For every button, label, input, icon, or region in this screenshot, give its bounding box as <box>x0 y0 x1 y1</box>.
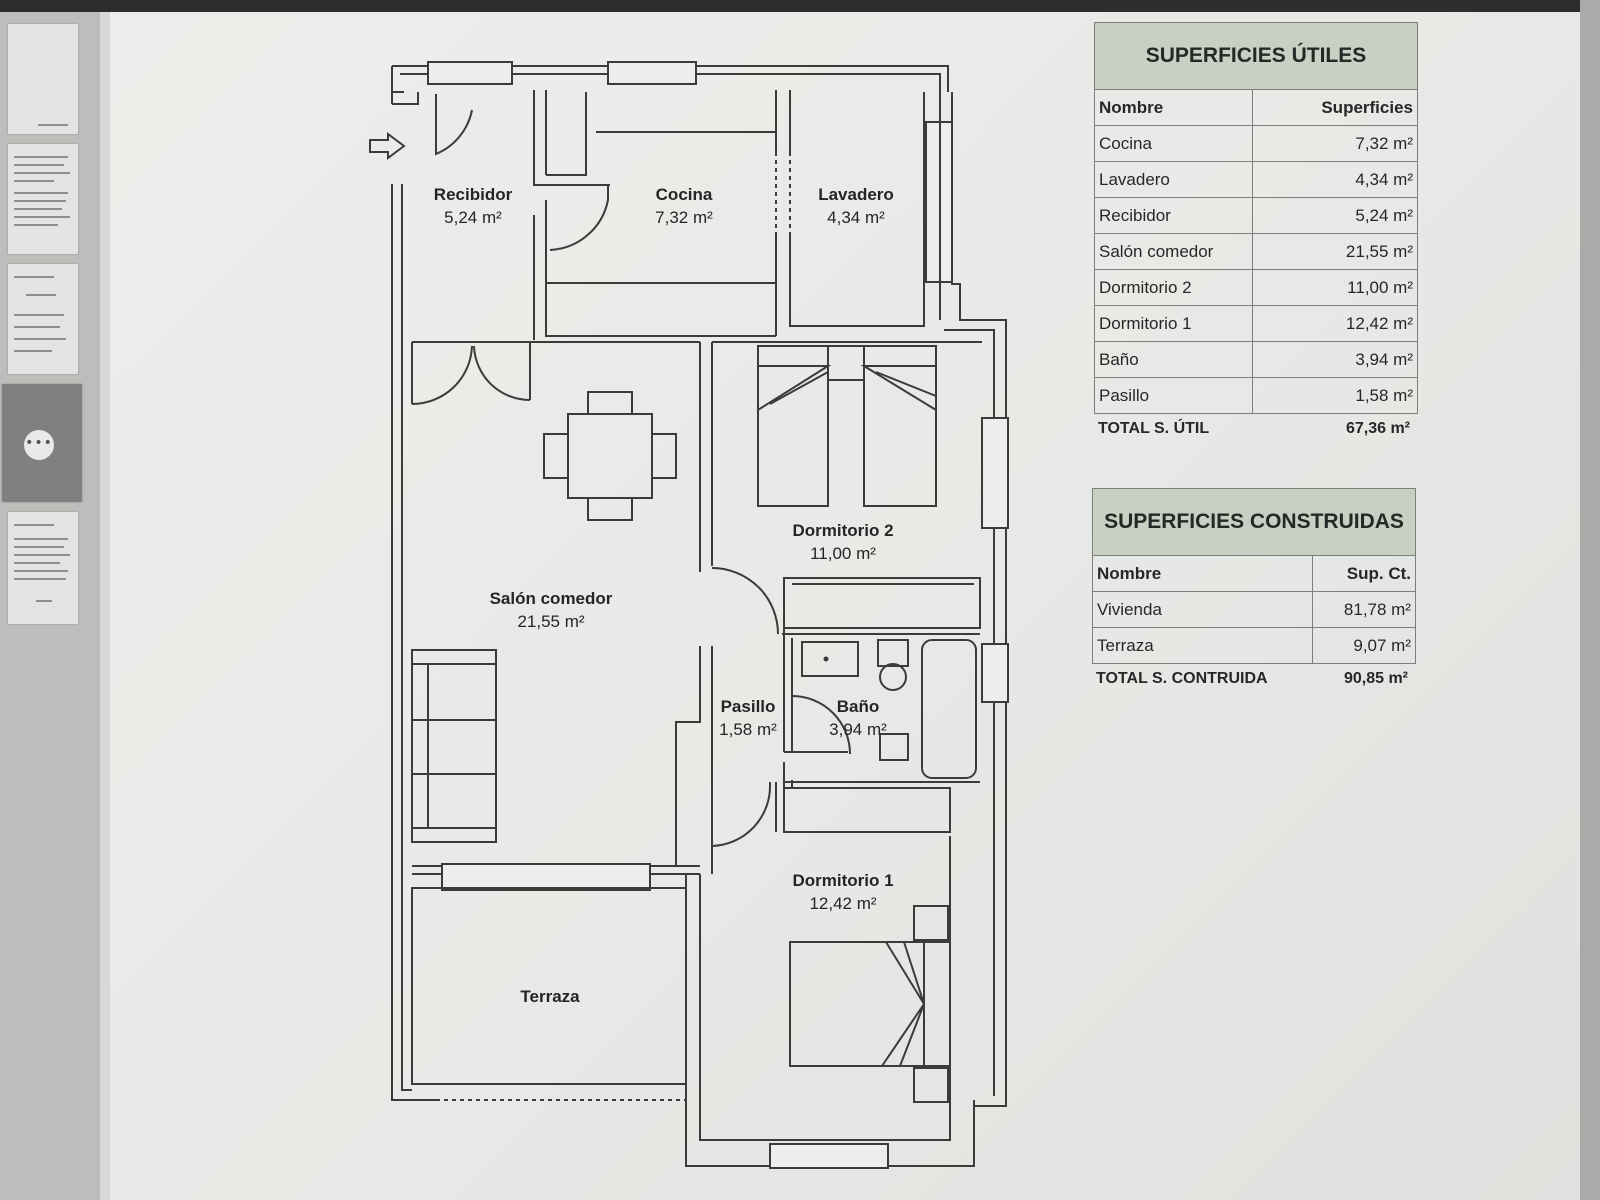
wall-recibidor-cocina <box>534 90 610 185</box>
nightstand <box>828 346 864 380</box>
toilet-bowl <box>880 664 906 690</box>
room-area-dormitorio2: 11,00 m² <box>810 544 876 563</box>
more-options-button[interactable]: ••• <box>24 430 54 460</box>
door-salon <box>412 346 530 404</box>
room-name-recibidor: Recibidor <box>433 185 513 204</box>
row-name: Recibidor <box>1095 198 1253 233</box>
column-header-value: Superficies <box>1321 98 1413 117</box>
table-total-row <box>1094 414 1418 438</box>
total-value: 67,36 m² <box>1345 420 1410 437</box>
terraza-outline <box>412 888 686 1084</box>
table-row <box>1094 378 1418 414</box>
table-row <box>1094 198 1418 234</box>
row-name: Vivienda <box>1093 592 1313 627</box>
row-value: 5,24 m² <box>1355 206 1413 225</box>
dining-table <box>568 414 652 498</box>
row-value: 11,00 m² <box>1347 278 1413 297</box>
entrance-arrow-icon <box>370 134 404 158</box>
row-name: Baño <box>1095 342 1253 377</box>
row-name: Dormitorio 1 <box>1095 306 1253 341</box>
room-area-bano: 3,94 m² <box>829 720 887 739</box>
total-label: TOTAL S. CONTRUIDA <box>1096 670 1268 687</box>
bed-dormitorio1 <box>790 942 950 1066</box>
entry-door <box>436 94 472 154</box>
room-area-dormitorio1: 12,42 m² <box>809 894 877 913</box>
table-title: SUPERFICIES CONSTRUIDAS <box>1092 488 1416 556</box>
table-row <box>1092 628 1416 664</box>
window-top-2 <box>608 62 696 84</box>
row-name: Dormitorio 2 <box>1095 270 1253 305</box>
table-row <box>1094 342 1418 378</box>
row-name: Salón comedor <box>1095 234 1253 269</box>
sink <box>802 642 858 676</box>
room-name-salon: Salón comedor <box>489 589 613 608</box>
room-area-cocina: 7,32 m² <box>655 208 713 227</box>
row-value: 12,42 m² <box>1345 314 1413 333</box>
table-row <box>1094 306 1418 342</box>
table-row <box>1094 162 1418 198</box>
total-label: TOTAL S. ÚTIL <box>1098 420 1210 437</box>
column-header-name: Nombre <box>1095 90 1253 125</box>
window-bano <box>982 644 1008 702</box>
row-value: 4,34 m² <box>1355 170 1413 189</box>
opening-lavadero <box>776 152 790 232</box>
wardrobe-dormitorio2 <box>784 578 980 628</box>
row-value: 21,55 m² <box>1345 242 1413 261</box>
total-value: 90,85 m² <box>1343 670 1408 687</box>
row-value: 9,07 m² <box>1353 636 1411 655</box>
wardrobe-dormitorio1 <box>784 788 950 832</box>
column-header-name: Nombre <box>1093 556 1313 591</box>
sofa <box>412 650 496 842</box>
room-name-dormitorio1: Dormitorio 1 <box>792 871 894 890</box>
row-value: 1,58 m² <box>1355 386 1413 405</box>
room-area-lavadero: 4,34 m² <box>827 208 885 227</box>
table-superficies-utiles <box>1094 22 1418 438</box>
room-name-lavadero: Lavadero <box>818 185 894 204</box>
table-title: SUPERFICIES ÚTILES <box>1094 22 1418 90</box>
bed-left <box>758 346 828 506</box>
room-area-salon: 21,55 m² <box>517 612 585 631</box>
room-area-recibidor: 5,24 m² <box>444 208 502 227</box>
room-name-terraza: Terraza <box>520 987 580 1006</box>
room-name-bano: Baño <box>836 697 880 716</box>
room-name-pasillo: Pasillo <box>720 697 776 716</box>
row-name: Cocina <box>1095 126 1253 161</box>
row-value: 3,94 m² <box>1355 350 1413 369</box>
table-row <box>1094 126 1418 162</box>
door-cocina <box>550 185 608 250</box>
table-superficies-construidas <box>1092 488 1416 688</box>
wall-salon-right <box>676 342 712 866</box>
window-dormitorio1 <box>770 1144 888 1168</box>
wall-entry-stub <box>392 92 418 104</box>
window-dormitorio2 <box>982 418 1008 528</box>
row-name: Pasillo <box>1095 378 1253 413</box>
toilet-tank <box>878 640 908 666</box>
wall-left <box>392 184 436 1100</box>
room-name-dormitorio2: Dormitorio 2 <box>792 521 894 540</box>
window-top-1 <box>428 62 512 84</box>
row-name: Terraza <box>1093 628 1313 663</box>
bed-right <box>864 346 936 506</box>
row-value: 81,78 m² <box>1343 600 1411 619</box>
table-row <box>1092 592 1416 628</box>
window-terraza <box>442 864 650 890</box>
table-header-row <box>1092 556 1416 592</box>
wall-pasillo-d1 <box>776 762 784 832</box>
table-row <box>1094 234 1418 270</box>
table-row <box>1094 270 1418 306</box>
wall-bano <box>782 628 980 788</box>
table-total-row <box>1092 664 1416 688</box>
row-value: 7,32 m² <box>1355 134 1413 153</box>
table-header-row <box>1094 90 1418 126</box>
room-name-cocina: Cocina <box>655 185 713 204</box>
bathtub <box>922 640 976 778</box>
row-name: Lavadero <box>1095 162 1253 197</box>
column-header-value: Sup. Ct. <box>1346 564 1411 583</box>
room-area-pasillo: 1,58 m² <box>719 720 777 739</box>
